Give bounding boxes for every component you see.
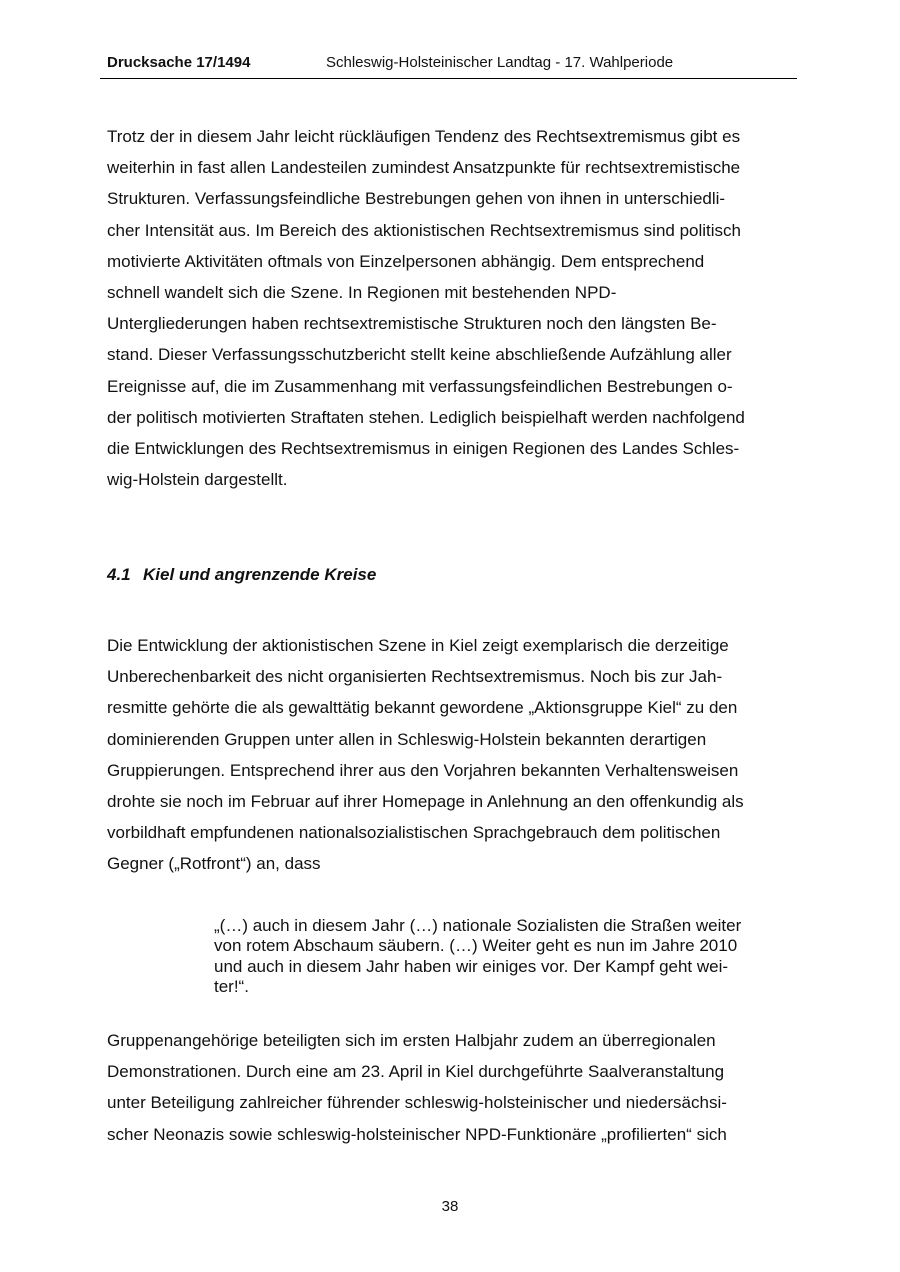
section-title: Kiel und angrenzende Kreise xyxy=(143,565,377,584)
text-line: weiterhin in fast allen Landesteilen zumindest Ansatzpunkte für rechtsextremistische xyxy=(107,158,741,178)
document-number: Drucksache 17/1494 xyxy=(107,54,251,71)
text-line: der politisch motivierten Straftaten stehen. Lediglich beispielhaft werden nachfolgend xyxy=(107,407,745,427)
text-line: Gruppierungen. Entsprechend ihrer aus den Vorjahren bekannten Verhaltensweisen xyxy=(107,760,739,780)
text-line: vorbildhaft empfundenen nationalsozialistischen Sprachgebrauch dem politischen xyxy=(107,823,721,843)
text-line: unter Beteiligung zahlreicher führender schleswig-holsteinischer und niedersächsi- xyxy=(107,1093,727,1113)
paragraph-kiel xyxy=(107,630,797,880)
text-line: stand. Dieser Verfassungsschutzbericht stellt keine abschließende Aufzählung aller xyxy=(107,345,732,365)
text-line: scher Neonazis sowie schleswig-holsteinischer NPD-Funktionäre „profilierten“ sich xyxy=(107,1124,727,1144)
text-line: schnell wandelt sich die Szene. In Regionen mit bestehenden NPD- xyxy=(107,283,617,303)
text-line: Gegner („Rotfront“) an, dass xyxy=(107,854,321,874)
text-line: motivierte Aktivitäten oftmals von Einzelpersonen abhängig. Dem entsprechend xyxy=(107,251,705,271)
text-line: resmitte gehörte die als gewalttätig bekannt gewordene „Aktionsgruppe Kiel“ zu den xyxy=(107,698,738,718)
quote-line: und auch in diesem Jahr haben wir einiges vor. Der Kampf geht wei- xyxy=(214,956,729,976)
text-line: Demonstrationen. Durch eine am 23. April in Kiel durchgeführte Saalveranstaltung xyxy=(107,1062,725,1082)
quote-line: ter!“. xyxy=(214,977,249,997)
text-line: Gruppenangehörige beteiligten sich im ersten Halbjahr zudem an überregionalen xyxy=(107,1031,716,1050)
text-line: drohte sie noch im Februar auf ihrer Homepage in Anlehnung an den offenkundig als xyxy=(107,792,744,812)
quote-line: „(…) auch in diesem Jahr (…) nationale Sozialisten die Straßen weiter xyxy=(214,916,742,935)
text-line: Die Entwicklung der aktionistischen Szene in Kiel zeigt exemplarisch die derzeitige xyxy=(107,636,729,655)
text-line: wig-Holstein dargestellt. xyxy=(107,470,288,490)
parliament-title: Schleswig-Holsteinischer Landtag - 17. Wahlperiode xyxy=(326,54,674,71)
text-line: Ereignisse auf, die im Zusammenhang mit verfassungsfeindlichen Bestrebungen o- xyxy=(107,376,733,396)
section-heading xyxy=(107,563,376,587)
page-header xyxy=(100,52,797,79)
text-line: die Entwicklungen des Rechtsextremismus in einigen Regionen des Landes Schles- xyxy=(107,439,740,459)
paragraph-intro xyxy=(107,121,797,495)
block-quote xyxy=(214,916,794,998)
page-number: 38 xyxy=(441,1198,459,1215)
section-number: 4.1 xyxy=(107,565,131,584)
quote-line: von rotem Abschaum säubern. (…) Weiter geht es nun im Jahre 2010 xyxy=(214,936,738,956)
text-line: Unberechenbarkeit des nicht organisierten Rechtsextremismus. Noch bis zur Jah- xyxy=(107,667,723,687)
text-line: dominierenden Gruppen unter allen in Schleswig-Holstein bekannten derartigen xyxy=(107,729,707,749)
text-line: Trotz der in diesem Jahr leicht rückläufigen Tendenz des Rechtsextremismus gibt es xyxy=(107,127,741,146)
text-line: Untergliederungen haben rechtsextremistische Strukturen noch den längsten Be- xyxy=(107,314,717,334)
text-line: cher Intensität aus. Im Bereich des aktionistischen Rechtsextremismus sind politisch xyxy=(107,220,741,240)
text-line: Strukturen. Verfassungsfeindliche Bestrebungen gehen von ihnen in unterschiedli- xyxy=(107,189,726,209)
paragraph-demonstrations xyxy=(107,1025,797,1150)
